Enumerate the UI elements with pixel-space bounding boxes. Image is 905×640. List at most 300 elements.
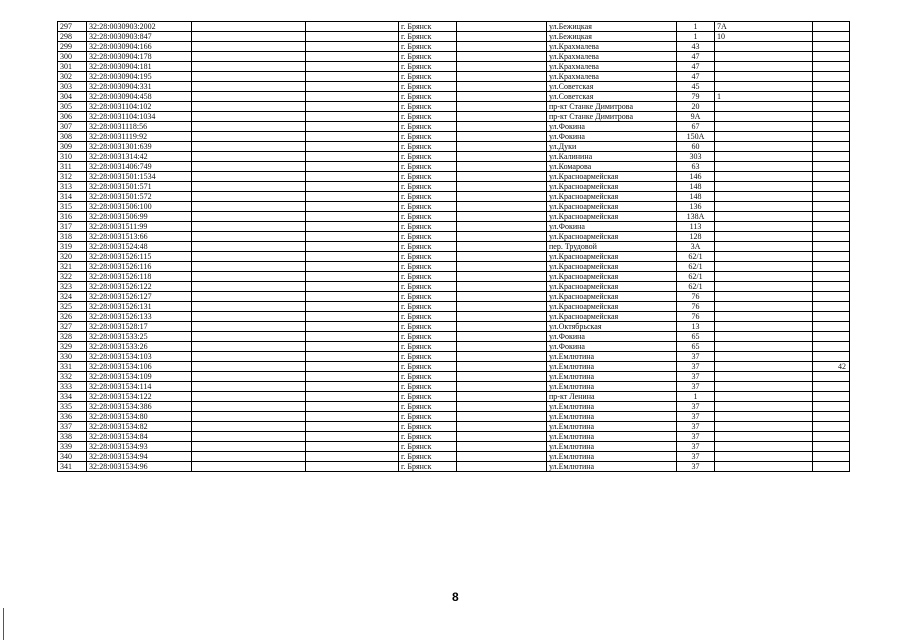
row-number-cell: 334 bbox=[58, 392, 87, 402]
value-cell bbox=[813, 32, 850, 42]
empty-cell bbox=[457, 242, 547, 252]
building-cell bbox=[715, 462, 813, 472]
row-number-cell: 335 bbox=[58, 402, 87, 412]
empty-cell bbox=[192, 72, 306, 82]
table-body bbox=[58, 22, 850, 472]
building-cell bbox=[715, 412, 813, 422]
city-cell: г. Брянск bbox=[399, 282, 457, 292]
empty-cell bbox=[457, 432, 547, 442]
cadastral-number-cell: 32:28:0031301:639 bbox=[87, 142, 192, 152]
building-cell bbox=[715, 152, 813, 162]
building-cell bbox=[715, 62, 813, 72]
empty-cell bbox=[192, 332, 306, 342]
empty-cell bbox=[457, 302, 547, 312]
row-number-cell: 298 bbox=[58, 32, 87, 42]
street-cell: ул.Крахмалева bbox=[547, 42, 677, 52]
empty-cell bbox=[192, 192, 306, 202]
street-cell: ул.Советская bbox=[547, 82, 677, 92]
value-cell bbox=[813, 242, 850, 252]
street-cell: ул.Емлютина bbox=[547, 452, 677, 462]
cadastral-number-cell: 32:28:0031118:56 bbox=[87, 122, 192, 132]
empty-cell bbox=[457, 82, 547, 92]
house-number-cell: 47 bbox=[677, 72, 715, 82]
building-cell bbox=[715, 112, 813, 122]
value-cell bbox=[813, 182, 850, 192]
empty-cell bbox=[457, 192, 547, 202]
house-number-cell: 37 bbox=[677, 382, 715, 392]
city-cell: г. Брянск bbox=[399, 362, 457, 372]
city-cell: г. Брянск bbox=[399, 52, 457, 62]
cadastral-number-cell: 32:28:0030904:178 bbox=[87, 52, 192, 62]
building-cell bbox=[715, 142, 813, 152]
table-row bbox=[58, 122, 850, 132]
street-cell: ул.Емлютина bbox=[547, 442, 677, 452]
page-number: 8 bbox=[452, 590, 459, 604]
cadastral-number-cell: 32:28:0031534:103 bbox=[87, 352, 192, 362]
empty-cell bbox=[306, 212, 399, 222]
building-cell bbox=[715, 242, 813, 252]
empty-cell bbox=[192, 412, 306, 422]
street-cell: ул.Советская bbox=[547, 92, 677, 102]
street-cell: ул.Крахмалева bbox=[547, 62, 677, 72]
building-cell bbox=[715, 72, 813, 82]
row-number-cell: 330 bbox=[58, 352, 87, 362]
row-number-cell: 340 bbox=[58, 452, 87, 462]
row-number-cell: 308 bbox=[58, 132, 87, 142]
row-number-cell: 310 bbox=[58, 152, 87, 162]
row-number-cell: 341 bbox=[58, 462, 87, 472]
empty-cell bbox=[192, 102, 306, 112]
street-cell: ул.Красноармейская bbox=[547, 192, 677, 202]
cadastral-table bbox=[57, 21, 850, 472]
city-cell: г. Брянск bbox=[399, 442, 457, 452]
house-number-cell: 76 bbox=[677, 292, 715, 302]
empty-cell bbox=[192, 252, 306, 262]
house-number-cell: 150А bbox=[677, 132, 715, 142]
empty-cell bbox=[306, 272, 399, 282]
street-cell: ул.Фокина bbox=[547, 132, 677, 142]
city-cell: г. Брянск bbox=[399, 332, 457, 342]
value-cell bbox=[813, 452, 850, 462]
city-cell: г. Брянск bbox=[399, 342, 457, 352]
empty-cell bbox=[457, 332, 547, 342]
row-number-cell: 320 bbox=[58, 252, 87, 262]
value-cell bbox=[813, 382, 850, 392]
empty-cell bbox=[192, 362, 306, 372]
house-number-cell: 113 bbox=[677, 222, 715, 232]
cadastral-number-cell: 32:28:0030904:458 bbox=[87, 92, 192, 102]
building-cell bbox=[715, 382, 813, 392]
value-cell bbox=[813, 312, 850, 322]
value-cell bbox=[813, 372, 850, 382]
house-number-cell: 148 bbox=[677, 192, 715, 202]
street-cell: ул.Фокина bbox=[547, 342, 677, 352]
empty-cell bbox=[192, 142, 306, 152]
house-number-cell: 20 bbox=[677, 102, 715, 112]
cadastral-number-cell: 32:28:0031534:82 bbox=[87, 422, 192, 432]
house-number-cell: 63 bbox=[677, 162, 715, 172]
empty-cell bbox=[457, 222, 547, 232]
street-cell: ул.Красноармейская bbox=[547, 182, 677, 192]
empty-cell bbox=[306, 252, 399, 262]
house-number-cell: 37 bbox=[677, 442, 715, 452]
table-row bbox=[58, 382, 850, 392]
value-cell bbox=[813, 102, 850, 112]
house-number-cell: 136 bbox=[677, 202, 715, 212]
house-number-cell: 148 bbox=[677, 182, 715, 192]
row-number-cell: 324 bbox=[58, 292, 87, 302]
city-cell: г. Брянск bbox=[399, 392, 457, 402]
empty-cell bbox=[306, 282, 399, 292]
table-row bbox=[58, 52, 850, 62]
cadastral-number-cell: 32:28:0031524:48 bbox=[87, 242, 192, 252]
cadastral-number-cell: 32:28:0031511:99 bbox=[87, 222, 192, 232]
empty-cell bbox=[306, 62, 399, 72]
empty-cell bbox=[457, 362, 547, 372]
street-cell: ул.Емлютина bbox=[547, 412, 677, 422]
value-cell bbox=[813, 262, 850, 272]
value-cell bbox=[813, 152, 850, 162]
empty-cell bbox=[457, 182, 547, 192]
empty-cell bbox=[457, 52, 547, 62]
empty-cell bbox=[192, 132, 306, 142]
building-cell bbox=[715, 292, 813, 302]
empty-cell bbox=[457, 42, 547, 52]
street-cell: ул.Красноармейская bbox=[547, 252, 677, 262]
house-number-cell: 146 bbox=[677, 172, 715, 182]
house-number-cell: 37 bbox=[677, 432, 715, 442]
city-cell: г. Брянск bbox=[399, 92, 457, 102]
house-number-cell: 1 bbox=[677, 22, 715, 32]
building-cell bbox=[715, 282, 813, 292]
building-cell bbox=[715, 272, 813, 282]
empty-cell bbox=[457, 262, 547, 272]
table-row bbox=[58, 302, 850, 312]
table-row bbox=[58, 222, 850, 232]
empty-cell bbox=[457, 342, 547, 352]
building-cell bbox=[715, 222, 813, 232]
table-row bbox=[58, 312, 850, 322]
street-cell: ул.Красноармейская bbox=[547, 292, 677, 302]
street-cell: ул.Красноармейская bbox=[547, 302, 677, 312]
building-cell bbox=[715, 442, 813, 452]
row-number-cell: 338 bbox=[58, 432, 87, 442]
city-cell: г. Брянск bbox=[399, 202, 457, 212]
cadastral-number-cell: 32:28:0031119:92 bbox=[87, 132, 192, 142]
street-cell: ул.Емлютина bbox=[547, 352, 677, 362]
value-cell bbox=[813, 162, 850, 172]
empty-cell bbox=[306, 82, 399, 92]
value-cell bbox=[813, 62, 850, 72]
empty-cell bbox=[306, 452, 399, 462]
house-number-cell: 62/1 bbox=[677, 252, 715, 262]
value-cell bbox=[813, 112, 850, 122]
empty-cell bbox=[457, 112, 547, 122]
building-cell bbox=[715, 312, 813, 322]
row-number-cell: 332 bbox=[58, 372, 87, 382]
building-cell bbox=[715, 402, 813, 412]
value-cell bbox=[813, 282, 850, 292]
city-cell: г. Брянск bbox=[399, 222, 457, 232]
row-number-cell: 318 bbox=[58, 232, 87, 242]
house-number-cell: 79 bbox=[677, 92, 715, 102]
empty-cell bbox=[306, 342, 399, 352]
row-number-cell: 313 bbox=[58, 182, 87, 192]
house-number-cell: 37 bbox=[677, 462, 715, 472]
empty-cell bbox=[306, 332, 399, 342]
city-cell: г. Брянск bbox=[399, 182, 457, 192]
house-number-cell: 37 bbox=[677, 372, 715, 382]
empty-cell bbox=[457, 412, 547, 422]
city-cell: г. Брянск bbox=[399, 172, 457, 182]
value-cell bbox=[813, 42, 850, 52]
city-cell: г. Брянск bbox=[399, 162, 457, 172]
cadastral-number-cell: 32:28:0031534:114 bbox=[87, 382, 192, 392]
street-cell: ул.Крахмалева bbox=[547, 72, 677, 82]
value-cell bbox=[813, 422, 850, 432]
building-cell bbox=[715, 212, 813, 222]
house-number-cell: 76 bbox=[677, 312, 715, 322]
cadastral-number-cell: 32:28:0031526:127 bbox=[87, 292, 192, 302]
table-row bbox=[58, 262, 850, 272]
table-row bbox=[58, 42, 850, 52]
value-cell bbox=[813, 82, 850, 92]
building-cell bbox=[715, 42, 813, 52]
table-row bbox=[58, 252, 850, 262]
street-cell: ул.Дуки bbox=[547, 142, 677, 152]
street-cell: пер. Трудовой bbox=[547, 242, 677, 252]
row-number-cell: 317 bbox=[58, 222, 87, 232]
house-number-cell: 47 bbox=[677, 62, 715, 72]
value-cell bbox=[813, 222, 850, 232]
empty-cell bbox=[306, 142, 399, 152]
empty-cell bbox=[457, 442, 547, 452]
empty-cell bbox=[306, 132, 399, 142]
empty-cell bbox=[457, 102, 547, 112]
value-cell bbox=[813, 322, 850, 332]
empty-cell bbox=[457, 322, 547, 332]
table-row bbox=[58, 272, 850, 282]
value-cell bbox=[813, 332, 850, 342]
empty-cell bbox=[192, 272, 306, 282]
empty-cell bbox=[457, 172, 547, 182]
value-cell bbox=[813, 252, 850, 262]
house-number-cell: 37 bbox=[677, 422, 715, 432]
table-row bbox=[58, 412, 850, 422]
row-number-cell: 319 bbox=[58, 242, 87, 252]
cadastral-number-cell: 32:28:0031526:133 bbox=[87, 312, 192, 322]
empty-cell bbox=[457, 162, 547, 172]
empty-cell bbox=[192, 402, 306, 412]
city-cell: г. Брянск bbox=[399, 432, 457, 442]
empty-cell bbox=[192, 172, 306, 182]
building-cell bbox=[715, 82, 813, 92]
city-cell: г. Брянск bbox=[399, 142, 457, 152]
empty-cell bbox=[306, 382, 399, 392]
table-row bbox=[58, 282, 850, 292]
city-cell: г. Брянск bbox=[399, 72, 457, 82]
table-row bbox=[58, 72, 850, 82]
building-cell: 7А bbox=[715, 22, 813, 32]
city-cell: г. Брянск bbox=[399, 252, 457, 262]
cadastral-number-cell: 32:28:0030904:166 bbox=[87, 42, 192, 52]
table-row bbox=[58, 102, 850, 112]
cadastral-number-cell: 32:28:0030904:181 bbox=[87, 62, 192, 72]
empty-cell bbox=[192, 32, 306, 42]
table-row bbox=[58, 32, 850, 42]
street-cell: ул.Красноармейская bbox=[547, 262, 677, 272]
empty-cell bbox=[457, 422, 547, 432]
building-cell bbox=[715, 102, 813, 112]
house-number-cell: 65 bbox=[677, 342, 715, 352]
house-number-cell: 62/1 bbox=[677, 262, 715, 272]
street-cell: ул.Бежицкая bbox=[547, 22, 677, 32]
empty-cell bbox=[306, 232, 399, 242]
table-row bbox=[58, 212, 850, 222]
empty-cell bbox=[457, 252, 547, 262]
empty-cell bbox=[457, 122, 547, 132]
city-cell: г. Брянск bbox=[399, 152, 457, 162]
city-cell: г. Брянск bbox=[399, 102, 457, 112]
table-row bbox=[58, 292, 850, 302]
empty-cell bbox=[457, 312, 547, 322]
city-cell: г. Брянск bbox=[399, 322, 457, 332]
city-cell: г. Брянск bbox=[399, 402, 457, 412]
building-cell bbox=[715, 452, 813, 462]
value-cell bbox=[813, 202, 850, 212]
cadastral-number-cell: 32:28:0031406:749 bbox=[87, 162, 192, 172]
building-cell bbox=[715, 122, 813, 132]
cadastral-number-cell: 32:28:0031534:84 bbox=[87, 432, 192, 442]
building-cell bbox=[715, 302, 813, 312]
empty-cell bbox=[192, 302, 306, 312]
empty-cell bbox=[457, 142, 547, 152]
cadastral-number-cell: 32:28:0031534:96 bbox=[87, 462, 192, 472]
building-cell bbox=[715, 132, 813, 142]
empty-cell bbox=[306, 182, 399, 192]
building-cell: 1 bbox=[715, 92, 813, 102]
empty-cell bbox=[306, 122, 399, 132]
street-cell: ул.Красноармейская bbox=[547, 272, 677, 282]
value-cell bbox=[813, 402, 850, 412]
row-number-cell: 299 bbox=[58, 42, 87, 52]
table-row bbox=[58, 362, 850, 372]
cadastral-number-cell: 32:28:0031534:93 bbox=[87, 442, 192, 452]
house-number-cell: 43 bbox=[677, 42, 715, 52]
empty-cell bbox=[457, 352, 547, 362]
house-number-cell: 37 bbox=[677, 452, 715, 462]
row-number-cell: 331 bbox=[58, 362, 87, 372]
street-cell: ул.Емлютина bbox=[547, 422, 677, 432]
building-cell bbox=[715, 232, 813, 242]
table-row bbox=[58, 182, 850, 192]
value-cell bbox=[813, 412, 850, 422]
table-row bbox=[58, 62, 850, 72]
empty-cell bbox=[192, 182, 306, 192]
table-row bbox=[58, 422, 850, 432]
building-cell bbox=[715, 342, 813, 352]
cadastral-number-cell: 32:28:0031104:102 bbox=[87, 102, 192, 112]
city-cell: г. Брянск bbox=[399, 292, 457, 302]
empty-cell bbox=[306, 412, 399, 422]
city-cell: г. Брянск bbox=[399, 192, 457, 202]
empty-cell bbox=[457, 292, 547, 302]
value-cell bbox=[813, 232, 850, 242]
empty-cell bbox=[192, 442, 306, 452]
cadastral-number-cell: 32:28:0030903:847 bbox=[87, 32, 192, 42]
city-cell: г. Брянск bbox=[399, 452, 457, 462]
row-number-cell: 322 bbox=[58, 272, 87, 282]
house-number-cell: 37 bbox=[677, 412, 715, 422]
street-cell: пр-кт Станке Димитрова bbox=[547, 102, 677, 112]
house-number-cell: 3А bbox=[677, 242, 715, 252]
house-number-cell: 303 bbox=[677, 152, 715, 162]
house-number-cell: 76 bbox=[677, 302, 715, 312]
city-cell: г. Брянск bbox=[399, 412, 457, 422]
empty-cell bbox=[306, 42, 399, 52]
house-number-cell: 13 bbox=[677, 322, 715, 332]
row-number-cell: 323 bbox=[58, 282, 87, 292]
empty-cell bbox=[192, 242, 306, 252]
building-cell bbox=[715, 352, 813, 362]
table-row bbox=[58, 452, 850, 462]
city-cell: г. Брянск bbox=[399, 422, 457, 432]
row-number-cell: 316 bbox=[58, 212, 87, 222]
building-cell bbox=[715, 432, 813, 442]
empty-cell bbox=[457, 232, 547, 242]
value-cell bbox=[813, 192, 850, 202]
empty-cell bbox=[306, 372, 399, 382]
empty-cell bbox=[457, 212, 547, 222]
building-cell bbox=[715, 322, 813, 332]
table-row bbox=[58, 232, 850, 242]
house-number-cell: 1 bbox=[677, 392, 715, 402]
scan-edge-mark bbox=[3, 608, 4, 640]
empty-cell bbox=[306, 172, 399, 182]
building-cell: 10 bbox=[715, 32, 813, 42]
building-cell bbox=[715, 332, 813, 342]
cadastral-number-cell: 32:28:0031506:99 bbox=[87, 212, 192, 222]
empty-cell bbox=[457, 462, 547, 472]
row-number-cell: 312 bbox=[58, 172, 87, 182]
empty-cell bbox=[192, 62, 306, 72]
table-row bbox=[58, 322, 850, 332]
empty-cell bbox=[457, 272, 547, 282]
house-number-cell: 1 bbox=[677, 32, 715, 42]
row-number-cell: 302 bbox=[58, 72, 87, 82]
empty-cell bbox=[306, 362, 399, 372]
empty-cell bbox=[192, 112, 306, 122]
empty-cell bbox=[306, 352, 399, 362]
empty-cell bbox=[306, 52, 399, 62]
row-number-cell: 301 bbox=[58, 62, 87, 72]
value-cell bbox=[813, 212, 850, 222]
street-cell: ул.Красноармейская bbox=[547, 172, 677, 182]
empty-cell bbox=[192, 432, 306, 442]
empty-cell bbox=[306, 72, 399, 82]
value-cell bbox=[813, 172, 850, 182]
row-number-cell: 315 bbox=[58, 202, 87, 212]
empty-cell bbox=[306, 112, 399, 122]
empty-cell bbox=[457, 402, 547, 412]
table-row bbox=[58, 242, 850, 252]
row-number-cell: 314 bbox=[58, 192, 87, 202]
empty-cell bbox=[306, 222, 399, 232]
value-cell bbox=[813, 342, 850, 352]
house-number-cell: 47 bbox=[677, 52, 715, 62]
empty-cell bbox=[306, 92, 399, 102]
cadastral-number-cell: 32:28:0031526:118 bbox=[87, 272, 192, 282]
